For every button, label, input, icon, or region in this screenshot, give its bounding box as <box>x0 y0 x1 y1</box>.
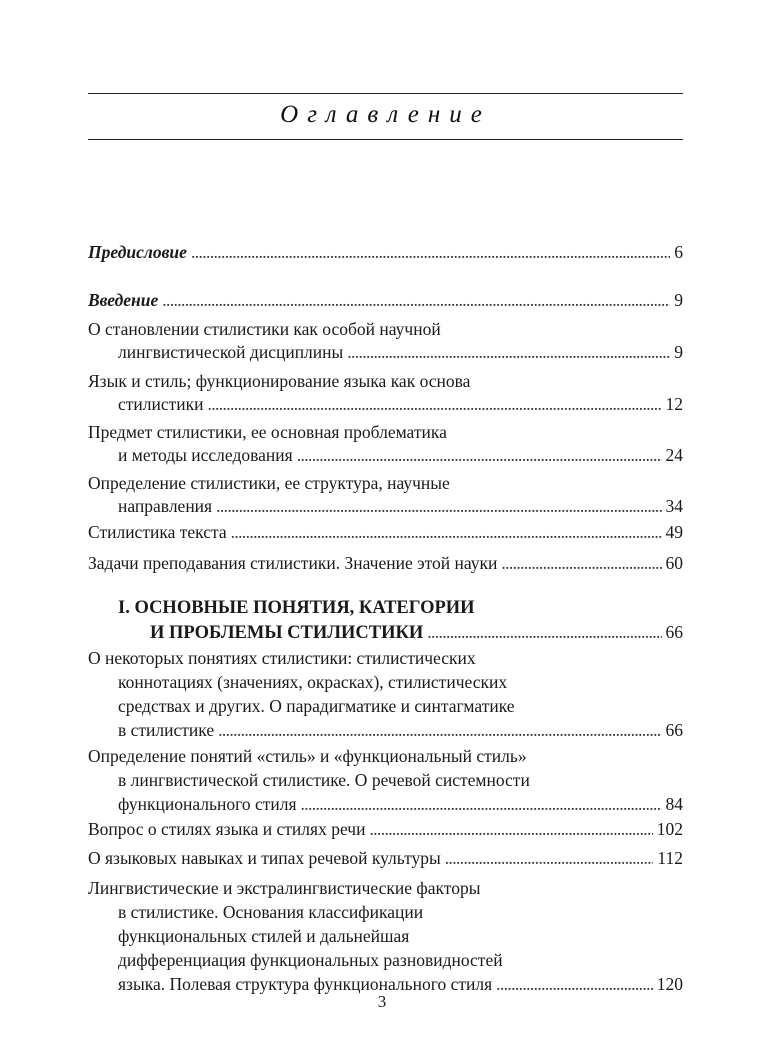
toc-entry-line <box>118 792 683 816</box>
toc-entry-line <box>88 817 683 841</box>
dot-leader <box>369 817 652 841</box>
toc-entry-text: Предисловие <box>88 242 187 262</box>
bottom-rule <box>88 139 683 140</box>
toc-entry-line <box>88 369 683 393</box>
toc-entry-text: лингвистической дисциплины <box>118 342 344 362</box>
toc-entry-text: Стилистика текста <box>88 522 227 542</box>
toc-page-ref: 66 <box>665 622 683 642</box>
toc-page-ref: 120 <box>656 974 683 994</box>
toc-entry-text: коннотациях (значениях, окрасках), стилистических <box>118 672 508 692</box>
toc-entry-text: Предмет стилистики, ее основная проблематика <box>88 422 447 442</box>
toc-entry-text: функционального стиля <box>118 794 297 814</box>
dot-leader <box>162 288 670 312</box>
dot-leader <box>208 392 662 416</box>
dot-leader <box>216 494 661 518</box>
toc-entry-text: Язык и стиль; функционирование языка как основа <box>88 371 471 391</box>
toc-page-ref: 102 <box>656 819 683 839</box>
toc-entry-line <box>88 520 683 544</box>
toc-entry-text: О некоторых понятиях стилистики: стилистических <box>88 648 476 668</box>
toc-entry-text: Задачи преподавания стилистики. Значение этой науки <box>88 553 498 573</box>
toc-page-ref: 34 <box>665 496 683 516</box>
toc-entry-text: Лингвистические и экстралингвистические факторы <box>88 878 481 898</box>
toc-entry-line <box>118 948 683 972</box>
dot-leader <box>501 551 661 575</box>
toc-entry-text: Определение стилистики, ее структура, научные <box>88 473 450 493</box>
toc-page-ref: 12 <box>665 394 683 414</box>
toc-entry-line <box>118 340 683 364</box>
toc-entry-line <box>88 420 683 444</box>
toc-entry-text: в стилистике <box>118 720 215 740</box>
toc-entry-line <box>88 288 683 312</box>
toc-entry-line <box>118 718 683 742</box>
dot-leader <box>191 240 670 264</box>
toc-entry-text: О становлении стилистики как особой научной <box>88 319 441 339</box>
toc-page-ref: 84 <box>665 794 683 814</box>
toc-entry-line <box>88 551 683 575</box>
toc-entry-text: Вопрос о стилях языка и стилях речи <box>88 819 366 839</box>
toc-entry-line <box>118 900 683 924</box>
toc-page-ref: 60 <box>665 553 683 573</box>
toc-entry-line <box>88 317 683 341</box>
toc-entry-text: Введение <box>88 290 159 310</box>
toc-entry-line <box>88 240 683 264</box>
toc-entry-text: в стилистике. Основания классификации <box>118 902 424 922</box>
toc-entry-line <box>118 768 683 792</box>
toc-page-ref: 9 <box>674 290 683 310</box>
dot-leader <box>297 443 662 467</box>
toc-entry-line <box>118 694 683 718</box>
toc-entry-text: И ПРОБЛЕМЫ СТИЛИСТИКИ <box>150 623 424 643</box>
toc-entry-line <box>150 620 683 645</box>
toc-entry-text: и методы исследования <box>118 445 293 465</box>
dot-leader <box>347 340 670 364</box>
toc-entry-text: языка. Полевая структура функционального стиля <box>118 974 493 994</box>
page-number: 3 <box>377 992 387 1011</box>
toc-entry-line <box>118 392 683 416</box>
toc-entry-line <box>118 443 683 467</box>
page-title: Оглавление <box>280 101 491 128</box>
toc-entry-line <box>88 876 683 900</box>
toc-entry-text: дифференциация функциональных разновидностей <box>118 950 503 970</box>
toc-entry-line <box>118 670 683 694</box>
dot-leader <box>445 846 654 870</box>
toc-entry-line <box>88 646 683 670</box>
toc-entry-line <box>88 846 683 870</box>
toc-entry-line <box>118 596 683 620</box>
dot-leader <box>218 718 661 742</box>
toc-entry-text: О языковых навыках и типах речевой культуры <box>88 848 441 868</box>
toc-page-ref: 112 <box>657 848 683 868</box>
toc-entry-text: средствах и других. О парадигматике и синтагматике <box>118 696 515 716</box>
dot-leader <box>427 620 661 644</box>
top-rule <box>88 93 683 94</box>
toc-entry-text: Определение понятий «стиль» и «функциональный стиль» <box>88 746 527 766</box>
toc-entry-line <box>118 924 683 948</box>
dot-leader <box>231 520 662 544</box>
dot-leader <box>301 792 662 816</box>
toc-entry-text: направления <box>118 496 213 516</box>
toc-page-ref: 24 <box>665 445 683 465</box>
toc-page-ref: 66 <box>665 720 683 740</box>
toc-entry-text: функциональных стилей и дальнейшая <box>118 926 410 946</box>
toc-page-ref: 49 <box>665 522 683 542</box>
toc-page-ref: 9 <box>674 342 683 362</box>
toc-entry-text: стилистики <box>118 394 204 414</box>
toc-entry-line <box>88 744 683 768</box>
toc-page-ref: 6 <box>674 242 683 262</box>
toc-entry-line <box>88 471 683 495</box>
toc-entry-line <box>118 494 683 518</box>
toc-entry-text: I. ОСНОВНЫЕ ПОНЯТИЯ, КАТЕГОРИИ <box>118 598 475 618</box>
toc-entry-text: в лингвистической стилистике. О речевой системности <box>118 770 530 790</box>
